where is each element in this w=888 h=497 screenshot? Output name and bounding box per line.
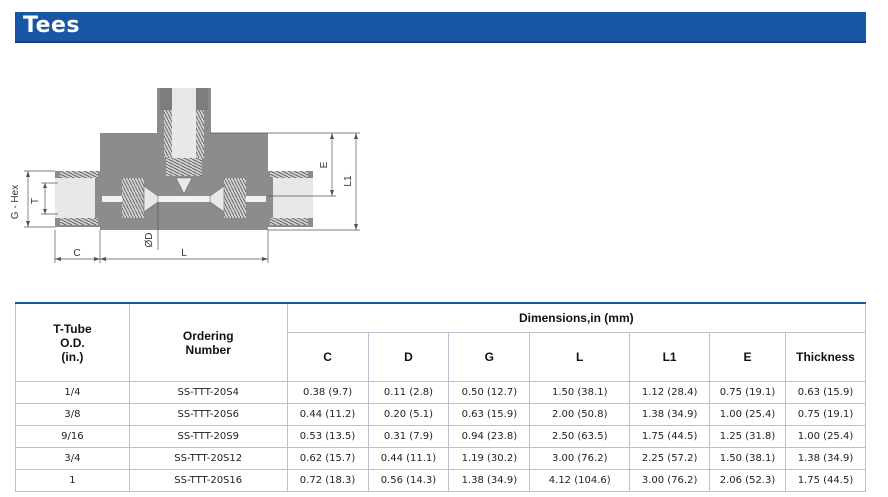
cell-g: 1.19 (30.2) — [449, 448, 530, 470]
cell-g: 0.63 (15.9) — [449, 404, 530, 426]
cell-thickness: 0.75 (19.1) — [785, 404, 865, 426]
cell-d: 0.31 (7.9) — [368, 426, 449, 448]
header-thickness: Thickness — [785, 333, 865, 382]
header-dimensions: Dimensions,in (mm) — [287, 303, 865, 333]
table-row — [16, 382, 866, 404]
tee-cross-section-drawing — [0, 78, 400, 268]
cell-e: 1.00 (25.4) — [710, 404, 786, 426]
cell-od: 3/4 — [16, 448, 130, 470]
cell-thickness: 1.00 (25.4) — [785, 426, 865, 448]
cell-l: 2.50 (63.5) — [530, 426, 630, 448]
cell-thickness: 1.75 (44.5) — [785, 470, 865, 492]
cell-l: 1.50 (38.1) — [530, 382, 630, 404]
cell-l: 3.00 (76.2) — [530, 448, 630, 470]
cell-l: 2.00 (50.8) — [530, 404, 630, 426]
cell-d: 0.56 (14.3) — [368, 470, 449, 492]
cell-part: SS-TTT-20S9 — [129, 426, 287, 448]
top-tube — [172, 88, 196, 158]
cell-l1: 2.25 (57.2) — [630, 448, 710, 470]
cell-e: 0.75 (19.1) — [710, 382, 786, 404]
cell-l1: 1.12 (28.4) — [630, 382, 710, 404]
dim-label-g-hex: G - Hex — [10, 184, 21, 220]
dim-label-t: T — [30, 197, 41, 205]
cell-c: 0.53 (13.5) — [287, 426, 368, 448]
cell-part: SS-TTT-20S6 — [129, 404, 287, 426]
cell-d: 0.44 (11.1) — [368, 448, 449, 470]
cell-thickness: 0.63 (15.9) — [785, 382, 865, 404]
cell-d: 0.20 (5.1) — [368, 404, 449, 426]
header-l1: L1 — [630, 333, 710, 382]
cell-od: 3/8 — [16, 404, 130, 426]
dim-label-l: L — [181, 248, 187, 259]
dim-label-d: ØD — [144, 232, 155, 248]
cell-od: 1 — [16, 470, 130, 492]
section-banner — [15, 12, 866, 43]
cell-e: 2.06 (52.3) — [710, 470, 786, 492]
table-row — [16, 470, 866, 492]
cell-e: 1.25 (31.8) — [710, 426, 786, 448]
cell-part: SS-TTT-20S12 — [129, 448, 287, 470]
header-tube-od: T-Tube O.D. (in.) — [16, 303, 130, 382]
cell-l1: 1.38 (34.9) — [630, 404, 710, 426]
cell-c: 0.38 (9.7) — [287, 382, 368, 404]
header-d: D — [368, 333, 449, 382]
dim-label-e: E — [319, 161, 330, 169]
cell-c: 0.62 (15.7) — [287, 448, 368, 470]
cell-part: SS-TTT-20S4 — [129, 382, 287, 404]
cell-od: 9/16 — [16, 426, 130, 448]
section-title: Tees — [23, 13, 81, 38]
cell-l: 4.12 (104.6) — [530, 470, 630, 492]
header-ordering-number: Ordering Number — [129, 303, 287, 382]
cell-g: 0.94 (23.8) — [449, 426, 530, 448]
cell-g: 1.38 (34.9) — [449, 470, 530, 492]
header-c: C — [287, 333, 368, 382]
header-l: L — [530, 333, 630, 382]
cell-g: 0.50 (12.7) — [449, 382, 530, 404]
cell-d: 0.11 (2.8) — [368, 382, 449, 404]
cell-c: 0.44 (11.2) — [287, 404, 368, 426]
cell-part: SS-TTT-20S16 — [129, 470, 287, 492]
dim-label-l1: L1 — [343, 175, 354, 187]
table-row — [16, 448, 866, 470]
cell-l1: 1.75 (44.5) — [630, 426, 710, 448]
cell-e: 1.50 (38.1) — [710, 448, 786, 470]
header-g: G — [449, 333, 530, 382]
table-row — [16, 404, 866, 426]
cell-l1: 3.00 (76.2) — [630, 470, 710, 492]
cell-od: 1/4 — [16, 382, 130, 404]
cell-c: 0.72 (18.3) — [287, 470, 368, 492]
header-e: E — [710, 333, 786, 382]
dim-label-c: C — [73, 248, 81, 259]
table-row — [16, 426, 866, 448]
dimensions-table — [15, 302, 866, 492]
cell-thickness: 1.38 (34.9) — [785, 448, 865, 470]
